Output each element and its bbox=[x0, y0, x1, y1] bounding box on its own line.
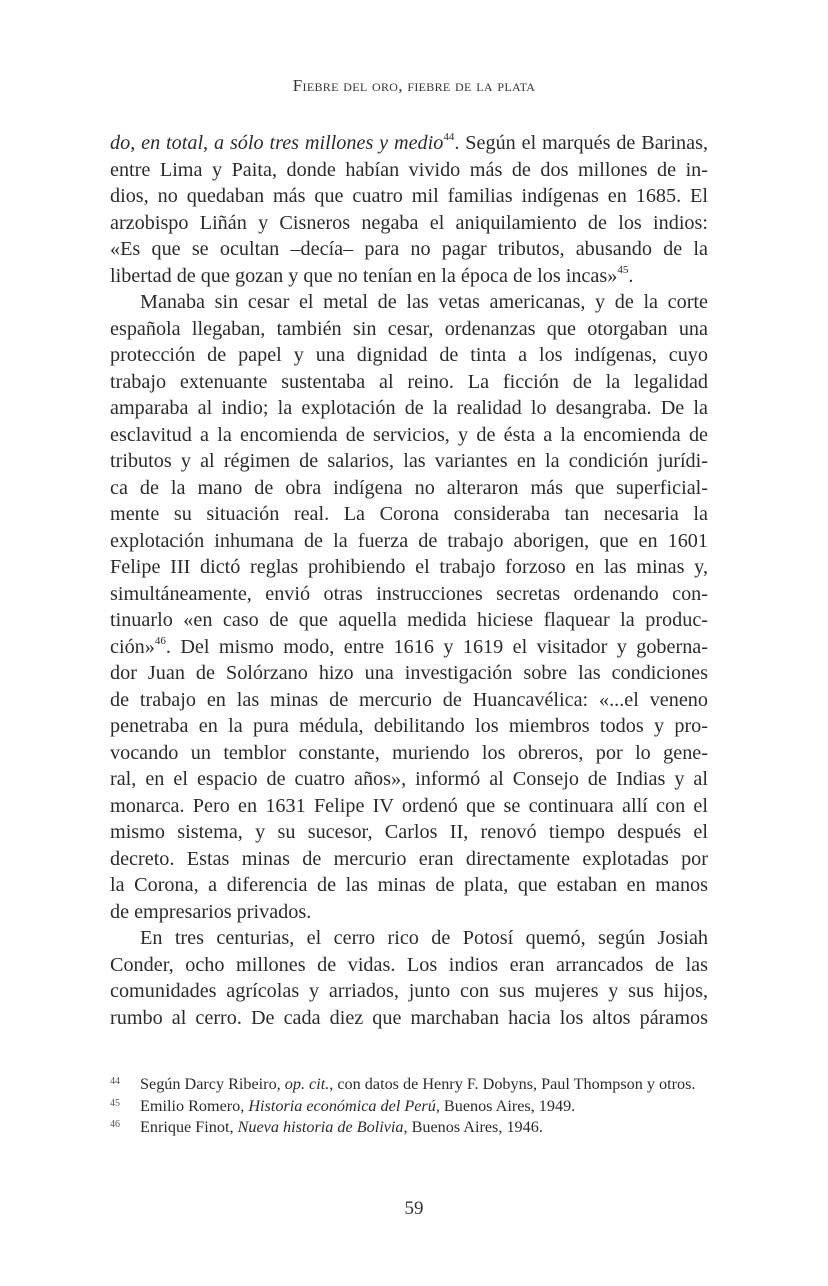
footnote-45: 45 Emilio Romero, Historia económica del Perú, Buenos Aires, 1949. bbox=[110, 1096, 708, 1118]
footnote-ref[interactable]: 44 bbox=[443, 131, 455, 144]
text-line: simultáneamente, envió otras instrucciones secretas ordenando con- bbox=[110, 582, 708, 605]
text-line: decreto. Estas minas de mercurio eran directamente explotadas por bbox=[110, 847, 708, 870]
text-line: ción»$^{46}$. Del mismo modo, entre 1616 y 1619 el visitador y goberna- bbox=[110, 634, 708, 658]
text-line: amparaba al indio; la explotación de la realidad lo desangraba. De la bbox=[110, 397, 708, 419]
italic-phrase: do, en total, a sólo tres millones y medio bbox=[110, 132, 444, 154]
text-line: esclavitud a la encomienda de servicios, y de ésta a la encomienda de bbox=[110, 423, 708, 446]
text-line: entre Lima y Paita, donde habían vivido más de dos millones de in- bbox=[110, 158, 708, 181]
text-line: ca de la mano de obra indígena no alteraron más que superficial- bbox=[110, 476, 708, 499]
text-line: dor Juan de Solórzano hizo una investigación sobre las condiciones bbox=[110, 662, 708, 684]
text-line: rumbo al cerro. De cada diez que marchaban hacia los altos páramos bbox=[110, 1006, 708, 1029]
text-line: arzobispo Liñán y Cisneros negaba el aniquilamiento de los indios: bbox=[110, 211, 708, 234]
text-line: mismo sistema, y su sucesor, Carlos II, renovó tiempo después el bbox=[110, 821, 708, 843]
text-line: vocando un temblor constante, muriendo los obreros, por lo gene- bbox=[110, 741, 708, 764]
footnote-44: 44 Según Darcy Ribeiro, op. cit., con datos de Henry F. Dobyns, Paul Thompson y otros. bbox=[110, 1074, 708, 1096]
text-line: Felipe III dictó reglas prohibiendo el trabajo forzoso en las minas y, bbox=[110, 556, 708, 578]
text-line: protección de papel y una dignidad de tinta a los indígenas, cuyo bbox=[110, 344, 708, 366]
text-line: ral, en el espacio de cuatro años», informó al Consejo de Indias y al bbox=[110, 768, 708, 790]
text-line: tributos y al régimen de salarios, las variantes en la condición jurídi- bbox=[110, 450, 708, 472]
body-text bbox=[110, 130, 708, 1031]
text-line: de trabajo en las minas de mercurio de Huancavélica: «...el veneno bbox=[110, 688, 708, 711]
text-line: «Es que se ocultan –decía– para no pagar tributos, abusando de la bbox=[110, 238, 708, 260]
text-line: Conder, ocho millones de vidas. Los indios eran arrancados de las bbox=[110, 953, 708, 976]
footnote-number: 45 bbox=[110, 1097, 120, 1109]
text-line: monarca. Pero en 1631 Felipe IV ordenó que se continuara allí con el bbox=[110, 794, 708, 817]
running-head: Fiebre del oro, fiebre de la plata bbox=[292, 76, 536, 95]
text-line: dios, no quedaban más que cuatro mil familias indígenas en 1685. El bbox=[110, 185, 708, 207]
footnote-46: 46 Enrique Finot, Nueva historia de Bolivia, Buenos Aires, 1946. bbox=[110, 1117, 708, 1139]
page-number: 59 bbox=[404, 1198, 424, 1219]
footnotes bbox=[110, 1074, 708, 1139]
text-line: de empresarios privados. bbox=[110, 900, 312, 923]
italic-citation: op. cit. bbox=[284, 1075, 330, 1093]
italic-citation: Historia económica del Perú bbox=[248, 1096, 436, 1115]
text-line: do, en total, a sólo tres millones y medio$^{44}$. Según el marqués de Barinas, bbox=[110, 131, 708, 154]
text-line: española llegaban, también sin cesar, ordenanzas que otorgaban una bbox=[110, 317, 708, 340]
text-line: explotación inhumana de la fuerza de trabajo aborigen, que en 1601 bbox=[110, 529, 708, 552]
paragraph-start-line: Manaba sin cesar el metal de las vetas americanas, y de la corte bbox=[140, 291, 708, 313]
footnote-ref[interactable]: 45 bbox=[617, 263, 629, 276]
footnote-number: 46 bbox=[110, 1119, 120, 1130]
italic-citation: Nueva historia de Bolivia bbox=[237, 1118, 404, 1136]
footnote-number: 44 bbox=[110, 1076, 120, 1087]
text-line: libertad de que gozan y que no tenían en la época de los incas»$^{45}$. bbox=[110, 263, 634, 287]
text-line: comunidades agrícolas y arriados, junto con sus mujeres y sus hijos, bbox=[110, 980, 708, 1002]
text-line: tinuarlo «en caso de que aquella medida hiciese flaquear la produc- bbox=[110, 609, 708, 631]
text-line: penetraba en la pura médula, debilitando los miembros todos y pro- bbox=[110, 715, 708, 737]
text-line: mente su situación real. La Corona consideraba tan necesaria la bbox=[110, 503, 708, 525]
text-line: trabajo extenuante sustentaba al reino. La ficción de la legalidad bbox=[110, 370, 708, 393]
footnote-ref[interactable]: 46 bbox=[154, 634, 166, 647]
paragraph-start-line: En tres centurias, el cerro rico de Potosí quemó, según Josiah bbox=[140, 927, 708, 949]
text-line: la Corona, a diferencia de las minas de plata, que estaban en manos bbox=[110, 874, 708, 896]
